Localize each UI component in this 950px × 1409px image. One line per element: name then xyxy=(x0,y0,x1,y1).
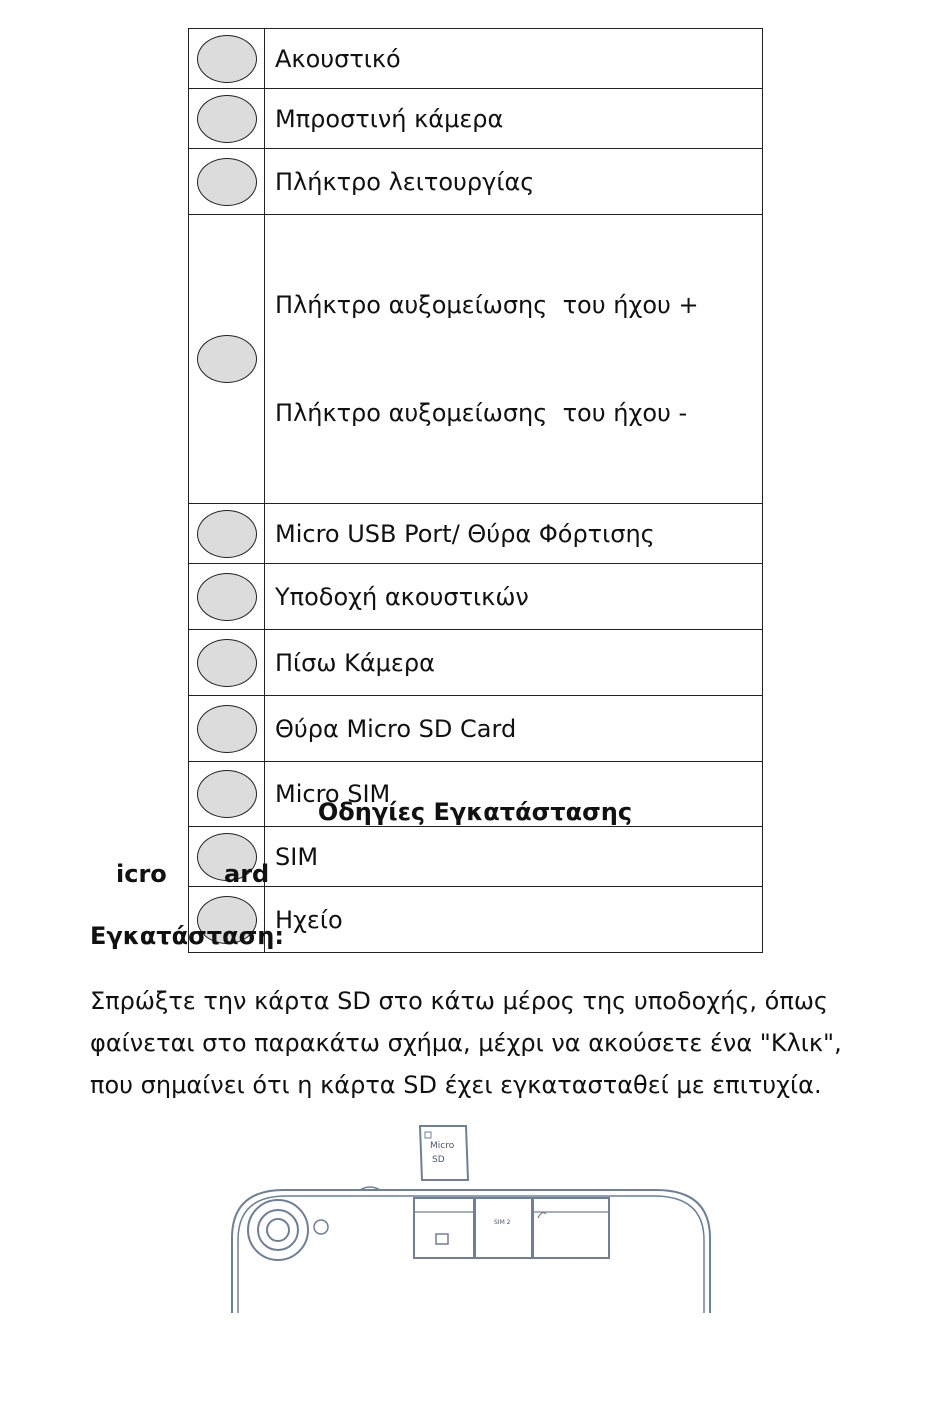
sim2-slot xyxy=(475,1198,532,1258)
part-marker-cell xyxy=(189,89,265,149)
circle-marker-icon xyxy=(197,705,257,753)
table-row xyxy=(189,29,763,89)
phone-outline xyxy=(232,1190,710,1313)
subheading-part1: icro xyxy=(116,860,167,888)
micro-sd-card xyxy=(420,1126,468,1180)
volume-down-label: Πλήκτρο αυξομείωσης του ήχου - xyxy=(275,399,688,427)
subheading-part2: ard xyxy=(224,860,270,888)
table-row xyxy=(189,504,763,564)
part-label: Ακουστικό xyxy=(265,29,763,89)
paragraph-line: φαίνεται στο παρακάτω σχήμα, μέχρι να ακούσετε ένα "Κλικ", xyxy=(90,1029,842,1057)
part-marker-cell xyxy=(189,215,265,504)
circle-marker-icon xyxy=(197,35,257,83)
circle-marker-icon xyxy=(197,95,257,143)
part-label: Υποδοχή ακουστικών xyxy=(265,564,763,630)
part-label-volume xyxy=(265,215,763,504)
install-title: Εγκατάσταση: xyxy=(90,922,284,950)
card-label-sd: SD xyxy=(432,1155,445,1165)
circle-marker-icon xyxy=(197,335,257,383)
table-row xyxy=(189,564,763,630)
part-label: Θύρα Micro SD Card xyxy=(265,696,763,762)
part-marker-cell xyxy=(189,564,265,630)
part-label: Πλήκτρο λειτουργίας xyxy=(265,149,763,215)
card-label-micro: Micro xyxy=(430,1141,455,1151)
instruction-paragraph xyxy=(90,980,870,1106)
flash-icon xyxy=(314,1220,328,1234)
part-label: Micro USB Port/ Θύρα Φόρτισης xyxy=(265,504,763,564)
paragraph-line: που σημαίνει ότι η κάρτα SD έχει εγκατασταθεί με επιτυχία. xyxy=(90,1071,822,1099)
circle-marker-icon xyxy=(197,573,257,621)
table-row xyxy=(189,827,763,887)
part-label: SIM xyxy=(265,827,763,887)
table-row xyxy=(189,696,763,762)
table-row xyxy=(189,149,763,215)
volume-up-label: Πλήκτρο αυξομείωσης του ήχου + xyxy=(275,291,699,319)
table-row xyxy=(189,630,763,696)
part-marker-cell xyxy=(189,696,265,762)
table-row xyxy=(189,215,763,504)
part-marker-cell xyxy=(189,504,265,564)
sd-card-diagram xyxy=(228,1118,718,1318)
circle-marker-icon xyxy=(197,510,257,558)
circle-marker-icon xyxy=(197,158,257,206)
sim-slot xyxy=(533,1198,609,1258)
section-heading: Οδηγίες Εγκατάστασης xyxy=(317,798,633,826)
part-label: Μπροστινή κάμερα xyxy=(265,89,763,149)
part-marker-cell xyxy=(189,29,265,89)
part-marker-cell xyxy=(189,149,265,215)
table-row xyxy=(189,89,763,149)
paragraph-line: Σπρώξτε την κάρτα SD στο κάτω μέρος της υποδοχής, όπως xyxy=(90,987,828,1015)
sim2-label: SIM 2 xyxy=(494,1219,511,1226)
sd-slot xyxy=(414,1198,474,1258)
part-label: Πίσω Κάμερα xyxy=(265,630,763,696)
part-label: Micro SIM xyxy=(265,762,763,827)
part-marker-cell xyxy=(189,630,265,696)
part-label: Ηχείο xyxy=(265,887,763,953)
circle-marker-icon xyxy=(197,639,257,687)
